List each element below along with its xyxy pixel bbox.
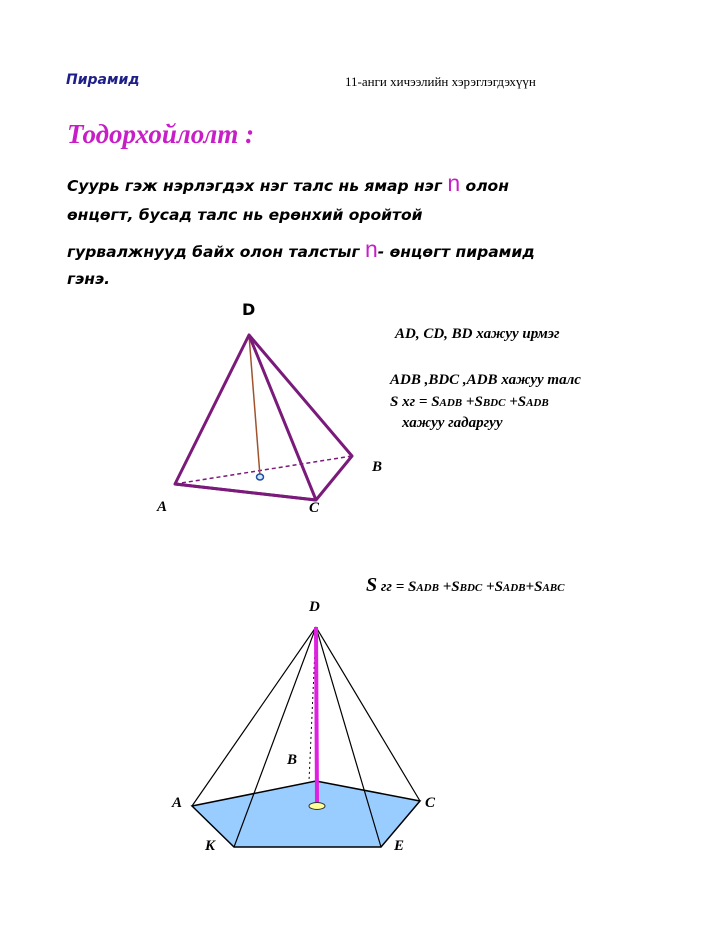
total-term-2: S xyxy=(451,579,460,595)
base-edge-AC xyxy=(175,484,316,500)
term-2-sub: BDC xyxy=(482,397,506,409)
fig2-label-B: B xyxy=(287,752,298,768)
total-plus-1: + xyxy=(438,579,452,595)
total-term-4-sub: ABC xyxy=(542,582,565,594)
total-term-3: S xyxy=(494,579,503,595)
total-term-2-sub: BDC xyxy=(459,582,483,594)
definition-line-1-text-a: Суурь гэж нэрлэгдэх нэг талс нь ямар нэг xyxy=(67,177,448,195)
pyramid-figure-2 xyxy=(192,627,420,847)
height-line-2 xyxy=(316,627,317,805)
note-lateral-surface: хажуу гадаргуу xyxy=(402,415,503,431)
formula-lateral-lhs: S хг = xyxy=(390,394,432,410)
definition-line-4: гэнэ. xyxy=(67,270,111,288)
formula-total-lhs: гг = xyxy=(377,579,408,595)
pyramid-figure-1 xyxy=(175,335,352,500)
fig2-label-K: K xyxy=(205,838,216,854)
total-term-3-sub: ADB xyxy=(502,582,526,594)
fig1-label-A: A xyxy=(157,499,168,515)
base-edge-AB-hidden xyxy=(175,456,352,484)
definition-line-2: өнцөгт, бусад талс нь ерөнхий оройтой xyxy=(67,206,423,224)
total-plus-2: + xyxy=(482,579,495,595)
note-lateral-edges: AD, CD, BD хажуу ирмэг xyxy=(395,326,560,342)
edge-DA xyxy=(192,627,316,806)
note-lateral-faces: ADB ,BDC ,ADB хажуу талс xyxy=(390,372,581,388)
term-1: S xyxy=(431,394,440,410)
n-symbol-1: n xyxy=(447,170,461,196)
total-term-1: S xyxy=(408,579,417,595)
total-term-1-sub: ADB xyxy=(416,582,439,594)
foot-of-height-2 xyxy=(309,803,325,810)
definition-line-3-text-b: - өнцөгт пирамид xyxy=(377,243,535,261)
total-term-4: S xyxy=(534,579,543,595)
plus-2: + xyxy=(505,394,518,410)
term-2: S xyxy=(474,394,483,410)
fig2-label-E: E xyxy=(394,838,405,854)
formula-total-area xyxy=(366,574,564,597)
plus-1: + xyxy=(462,394,475,410)
term-3-sub: ADB xyxy=(526,397,549,409)
formula-lateral-area xyxy=(390,394,549,411)
definition-line-3-text-a: гурвалжнууд байх олон талстыг xyxy=(67,243,365,261)
fig2-label-D: D xyxy=(309,599,320,615)
definition-heading: Тодорхойлолт : xyxy=(67,119,255,149)
fig1-label-C: C xyxy=(309,500,320,516)
pentagon-base xyxy=(192,781,420,847)
fig1-label-D: D xyxy=(242,300,256,319)
term-3: S xyxy=(517,394,527,410)
fig1-label-B: B xyxy=(372,459,383,475)
edge-DC xyxy=(316,627,420,801)
fig2-label-A: A xyxy=(172,795,183,811)
total-plus-3: + xyxy=(525,579,535,595)
term-1-sub: ADB xyxy=(439,397,463,409)
formula-total-S: S xyxy=(366,574,378,596)
fig2-label-C: C xyxy=(425,795,436,811)
foot-of-height-1 xyxy=(257,474,264,480)
definition-line-1-text-b: олон xyxy=(460,177,509,195)
n-symbol-2: n xyxy=(364,236,378,262)
document-header-subtitle: 11-анги хичээлийн хэрэглэгдэхүүн xyxy=(345,74,536,89)
document-header-title: Пирамид xyxy=(66,72,140,88)
